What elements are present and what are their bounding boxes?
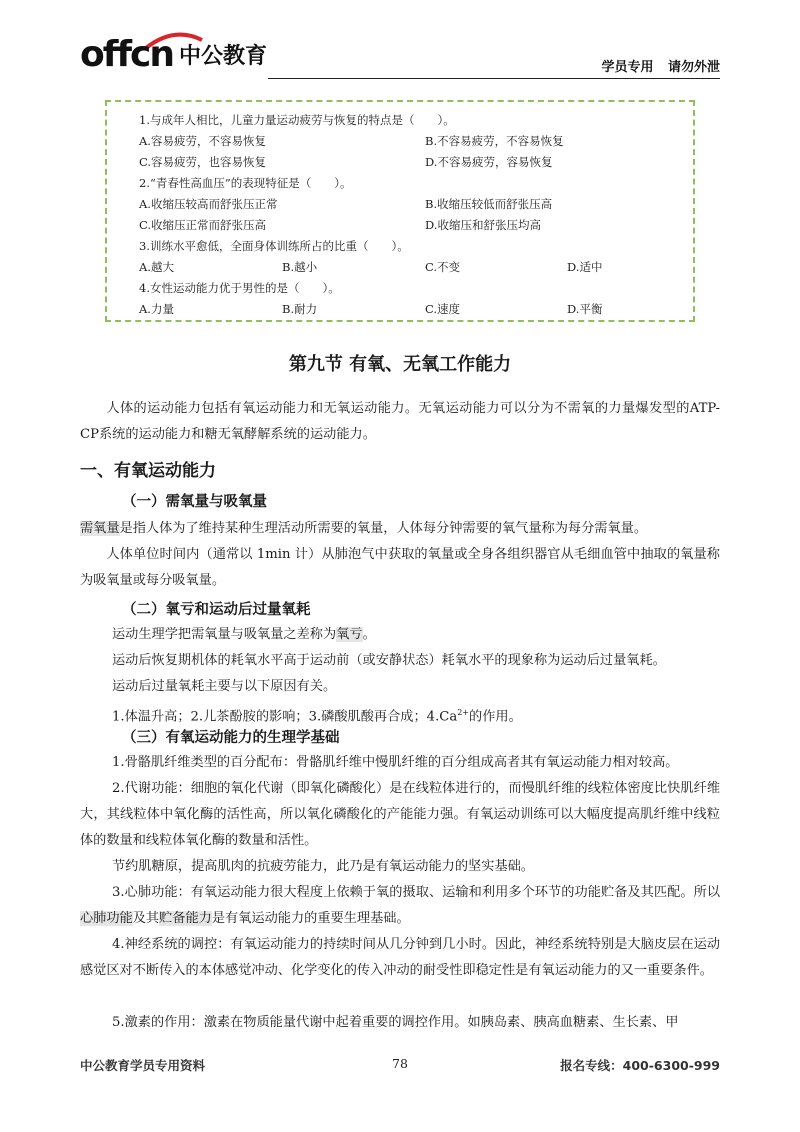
q4-stem: 4.女性运动能力优于男性的是（ ）。	[139, 281, 340, 295]
q3-option-a: A.越大	[139, 260, 174, 274]
offcn-logo	[80, 36, 267, 74]
q3-option-d: D.适中	[567, 260, 603, 274]
basis-hormones: 5.激素的作用：激素在物质能量代谢中起着重要的调控作用。如胰岛素、胰高血糖素、生长素、甲	[112, 1015, 679, 1030]
oxygen-deficit-text: 运动生理学把需氧量与吸氧量之差称为	[112, 627, 337, 642]
heading-oxygen-demand: （一）需氧量与吸氧量	[122, 494, 267, 510]
epoc-causes-text: 1.体温升高；2.儿茶酚胺的影响；3.磷酸肌酸再合成；4.Ca	[112, 709, 458, 725]
q3-stem: 3.训练水平愈低，全面身体训练所占的比重（ ）。	[139, 239, 409, 253]
footer-left: 中公教育学员专用资料	[80, 1058, 206, 1073]
heading-physiological-basis: （三）有氧运动能力的生理学基础	[122, 730, 340, 746]
logo-text-cn: 中公教育	[179, 44, 268, 69]
oxygen-deficit-end: 。	[362, 627, 376, 642]
q3-option-b: B.越小	[282, 260, 318, 274]
oxygen-deficit-definition	[112, 622, 720, 648]
q3-option-c: C.不变	[425, 260, 461, 274]
q2-option-a: A.收缩压较高而舒张压正常	[139, 197, 278, 211]
q1-stem: 1.与成年人相比，儿童力量运动疲劳与恢复的特点是（ ）。	[139, 113, 455, 127]
q4-option-d: D.平衡	[567, 302, 603, 316]
q1-option-b: B.不容易疲劳，不容易恢复	[425, 134, 564, 148]
section-title: 第九节 有氧、无氧工作能力	[288, 354, 512, 375]
basis-glycogen: 节约肌糖原，提高肌肉的抗疲劳能力，此乃是有氧运动能力的坚实基础。	[112, 859, 534, 874]
q2-option-c: C.收缩压正常而舒张压高	[139, 218, 267, 232]
term-oxygen-deficit: 氧亏	[336, 627, 363, 642]
basis-fiber-type: 1.骨骼肌纤维类型的百分配布：骨骼肌纤维中慢肌纤维的百分组成高者其有氧运动能力相对较高。	[112, 755, 679, 770]
q4-option-b: B.耐力	[282, 302, 318, 316]
q2-option-b: B.收缩压较低而舒张压高	[425, 197, 553, 211]
logo-text-en: offcn	[80, 34, 174, 75]
heading-aerobic-capacity: 一、有氧运动能力	[80, 461, 216, 481]
page-number: 78	[392, 1056, 408, 1071]
q2-option-d: D.收缩压和舒张压均高	[425, 218, 541, 232]
cardio-text-c: 是有氧运动能力的重要生理基础。	[211, 911, 410, 926]
page-footer	[80, 1056, 720, 1076]
epoc-causes-end: 的作用。	[469, 709, 522, 725]
oxygen-uptake-definition: 人体单位时间内（通常以 1min 计）从肺泡气中获取的氧量或全身各组织器官从毛细血管中抽取的氧量称为吸氧量或每分吸氧量。	[80, 547, 720, 588]
q4-option-c: C.速度	[425, 302, 461, 316]
ca-superscript: 2+	[457, 708, 470, 717]
basis-metabolism: 2.代谢功能：细胞的氧化代谢（即氧化磷酸化）是在线粒体进行的，而慢肌纤维的线粒体密度比快肌纤维大，其线粒体中氧化酶的活性高，所以氧化磷酸化的产能能力强。有氧运动训练可以大幅度提高肌纤维中线粒体的数量和线粒体氧化酶的数量和活性。	[80, 781, 720, 848]
q1-option-d: D.不容易疲劳，容易恢复	[425, 155, 553, 169]
basis-cardiopulmonary	[80, 880, 720, 932]
q1-option-a: A.容易疲劳，不容易恢复	[139, 134, 266, 148]
quiz-box	[105, 100, 695, 322]
page-header	[80, 34, 720, 80]
epoc-causes-intro: 运动后过量氧耗主要与以下原因有关。	[112, 679, 337, 694]
cardio-text-a: 3.心肺功能：有氧运动能力很大程度上依赖于氧的摄取、运输和利用多个环节的功能贮备及其匹配。所以	[112, 885, 720, 900]
basis-nervous-system: 4.神经系统的调控：有氧运动能力的持续时间从几分钟到几小时。因此，神经系统特别是大脑皮层在运动感觉区对不断传入的本体感觉冲动、化学变化的传入冲动的耐受性即稳定性是有氧运动能力的又一重要条件。	[80, 937, 720, 978]
term-reserve-capacity: 贮备能力	[159, 911, 212, 926]
q1-option-c: C.容易疲劳，也容易恢复	[139, 155, 267, 169]
cardio-text-b: 及其	[132, 911, 160, 926]
intro-paragraph: 人体的运动能力包括有氧运动能力和无氧运动能力。无氧运动能力可以分为不需氧的力量爆发型的ATP-CP系统的运动能力和糖无氧酵解系统的运动能力。	[80, 401, 720, 442]
q4-option-a: A.力量	[139, 302, 174, 316]
q2-stem: 2.“青春性高血压”的表现特征是（ ）。	[139, 176, 352, 190]
footer-hotline: 报名专线：400-6300-999	[560, 1058, 720, 1073]
term-cardiopulmonary-function: 心肺功能	[80, 911, 133, 926]
epoc-definition: 运动后恢复期机体的耗氧水平高于运动前（或安静状态）耗氧水平的现象称为运动后过量氧耗。	[112, 653, 666, 668]
oxygen-demand-definition-text: 是指人体为了维持某种生理活动所需要的氧量，人体每分钟需要的氧气量称为每分需氧量。	[119, 521, 648, 536]
oxygen-demand-definition	[80, 516, 720, 542]
heading-oxygen-deficit: （二）氧亏和运动后过量氧耗	[122, 602, 311, 618]
header-divider	[268, 78, 720, 79]
header-notice: 学员专用 请勿外泄	[601, 60, 720, 75]
term-oxygen-demand: 需氧量	[80, 521, 120, 536]
